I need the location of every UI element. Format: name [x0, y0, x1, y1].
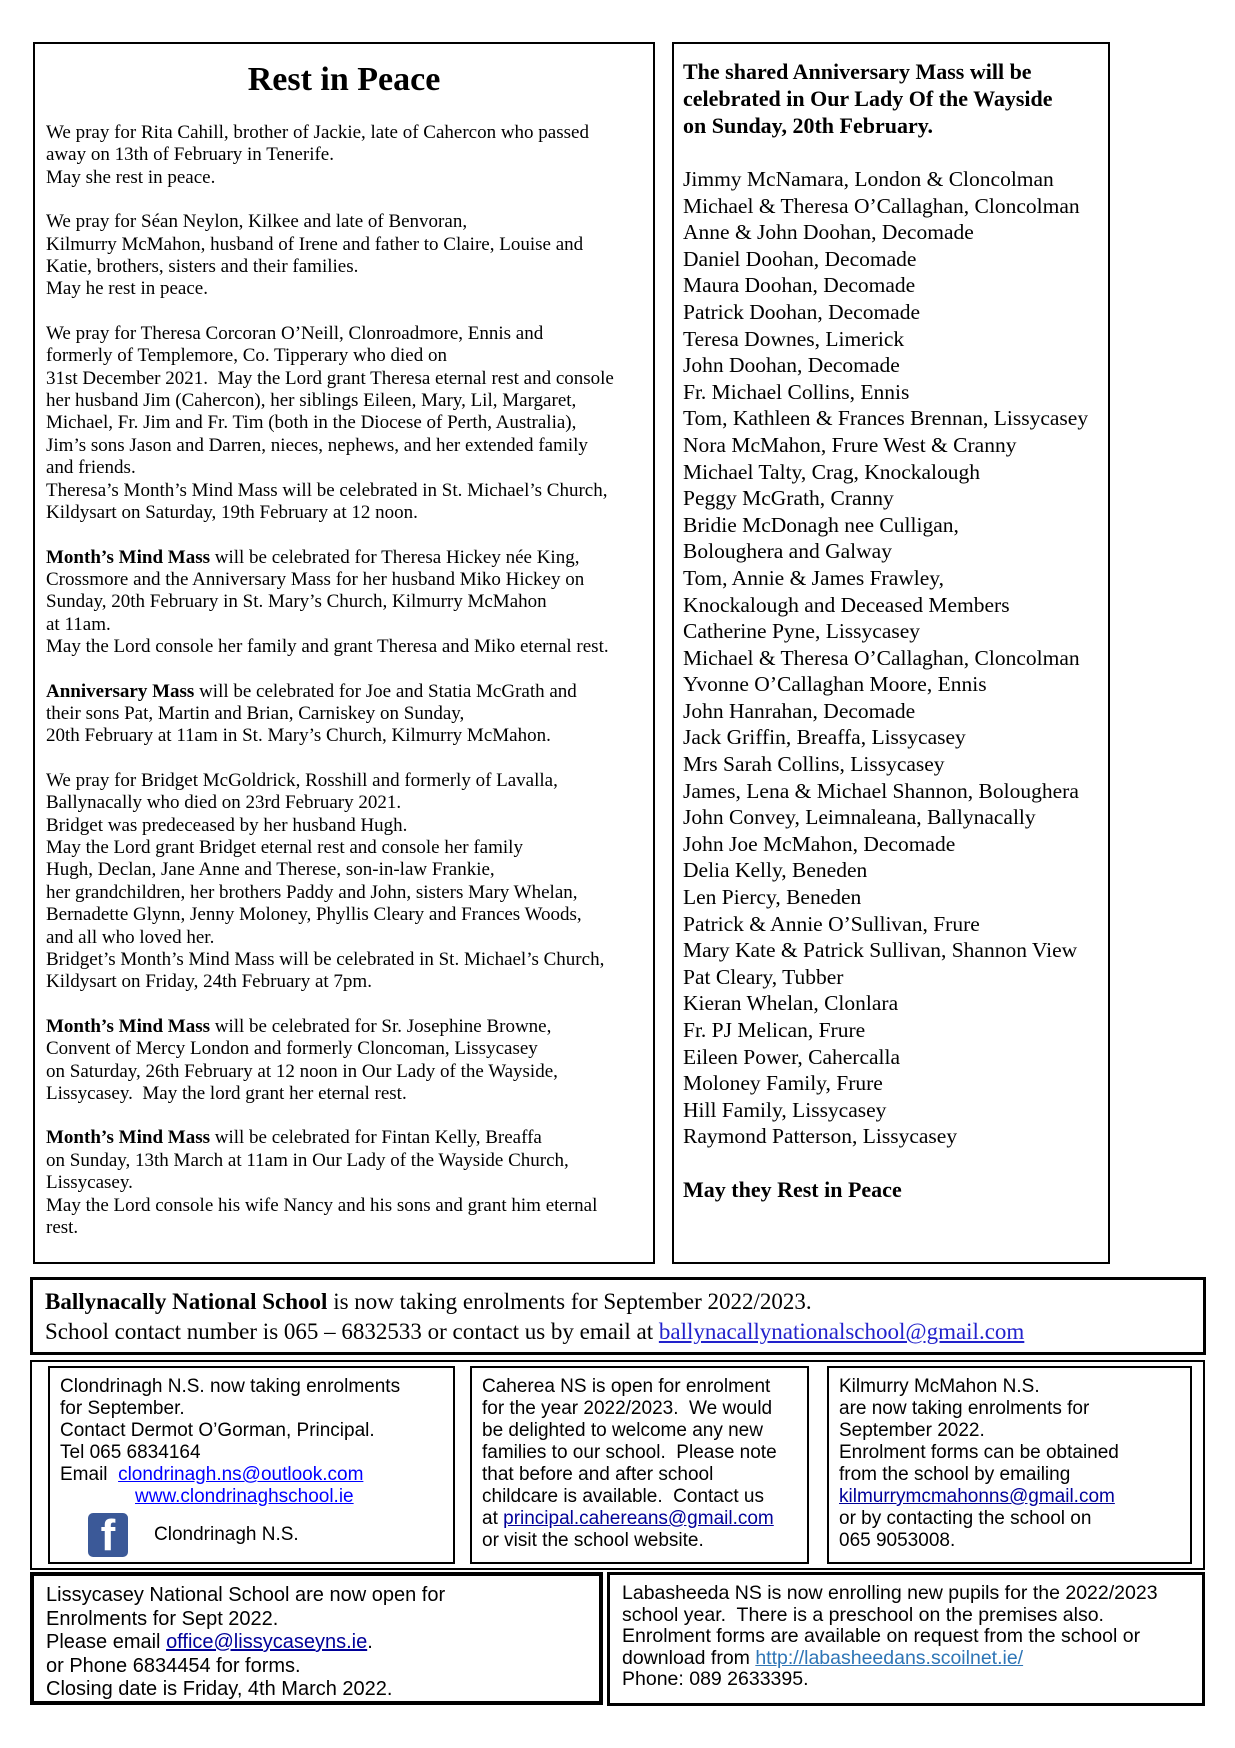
paragraph: Anniversary Mass will be celebrated for Joe and Statia McGrath and their sons Pat, Martin and Brian, Carniskey on Sunday, 20th February at 11am in St. Mary’s Church, Kilmurry McMahon.: [46, 680, 577, 747]
name-entry: Tom, Kathleen & Frances Brennan, Lissycasey: [683, 406, 1089, 431]
name-entry: Fr. Michael Collins, Ennis: [683, 379, 910, 404]
name-entry: Raymond Patterson, Lissycasey: [683, 1124, 958, 1149]
kilmurry-email-link[interactable]: kilmurrymcmahonns@gmail.com: [839, 1486, 1115, 1507]
schools-grid: [30, 1360, 1205, 1570]
shared-anniversary-heading: [683, 58, 1099, 139]
clondrinagh-email-link[interactable]: clondrinagh.ns@outlook.com: [118, 1464, 364, 1485]
name-entry: Boloughera and Galway: [683, 539, 892, 564]
lissycasey-text: [46, 1584, 587, 1702]
labasheeda-text: [622, 1583, 1190, 1691]
rest-in-peace-section: [33, 42, 655, 1264]
name-entry: Pat Cleary, Tubber: [683, 964, 844, 989]
name-entry: John Joe McMahon, Decomade: [683, 831, 956, 856]
name-entry: Peggy McGrath, Cranny: [683, 486, 894, 511]
shared-anniversary-mass-section: [672, 42, 1110, 1264]
paragraph: Caherea NS is open for enrolment for the year 2022/2023. We would be delighted to welcome any new families to our school. Please note that before and after school childcare is available. Contact us at principal.cahereans@gmail.com or visit the school website.: [482, 1376, 777, 1551]
paragraph: Ballynacally National School is now taking enrolments for September 2022/2023. School contact number is 065 – 6832533 or contact us by email at ballynacallynationalschool@gmail.com: [45, 1289, 1025, 1344]
name-entry: James, Lena & Michael Shannon, Boloughera: [683, 778, 1079, 803]
bold-lead: Month’s Mind Mass: [46, 1127, 210, 1149]
name-entry: Len Piercy, Beneden: [683, 885, 862, 910]
may-they-rest-in-peace-text: May they Rest in Peace: [683, 1176, 902, 1202]
name-entry: Eileen Power, Cahercalla: [683, 1044, 901, 1069]
name-entry: Kieran Whelan, Clonlara: [683, 991, 899, 1016]
name-entry: Hill Family, Lissycasey: [683, 1097, 887, 1122]
name-entry: Jimmy McNamara, London & Cloncolman: [683, 167, 1054, 191]
ballynacally-email-link[interactable]: ballynacallynationalschool@gmail.com: [658, 1319, 1025, 1344]
paragraph: Month’s Mind Mass will be celebrated for Sr. Josephine Browne, Convent of Mercy London and formerly Cloncoman, Lissycasey on Saturday, 26th February at 12 noon in Our Lady of the Wayside, Lissycasey. May the lord grant her eternal rest.: [46, 1015, 558, 1105]
name-entry: Anne & John Doohan, Decomade: [683, 220, 974, 245]
lissycasey-school-notice: [30, 1572, 603, 1705]
paragraph: Month’s Mind Mass will be celebrated for Fintan Kelly, Breaffa on Sunday, 13th March at 11am in Our Lady of the Wayside Church, Lissycasey. May the Lord console his wife Nancy and his sons and grant him eternal rest.: [46, 1127, 598, 1239]
name-entry: Michael Talty, Crag, Knockalough: [683, 459, 981, 484]
paragraph: Lissycasey National School are now open for Enrolments for Sept 2022. Please email office@lissycaseyns.ie. or Phone 6834454 for forms. Closing date is Friday, 4th March 2022.: [46, 1584, 446, 1700]
name-entry: John Convey, Leimnaleana, Ballynacally: [683, 805, 1036, 830]
name-entry: Maura Doohan, Decomade: [683, 273, 916, 298]
name-entry: Nora McMahon, Frure West & Cranny: [683, 432, 1017, 457]
caherea-email-link[interactable]: principal.cahereans@gmail.com: [503, 1508, 774, 1529]
name-entry: Mrs Sarah Collins, Lissycasey: [683, 752, 945, 777]
bold-lead: Month’s Mind Mass: [46, 1015, 210, 1037]
rest-in-peace-title: Rest in Peace: [247, 61, 441, 98]
clondrinagh-website-link[interactable]: www.clondrinaghschool.ie: [135, 1486, 354, 1507]
paragraph: We pray for Theresa Corcoran O’Neill, Clonroadmore, Ennis and formerly of Templemore, Co. Tipperary who died on 31st December 2021. May the Lord grant Theresa eternal rest and console her husband Jim (Cahercon), her siblings Eileen, Mary, Lil, Margaret, Michael, Fr. Jim and Fr. Tim (both in the Diocese of Perth, Australia), Jim’s sons Jason and Darren, nieces, nephews, and her extended family and friends. Theresa’s Month’s Mind Mass will be celebrated in St. Michael’s Church, Kildysart on Saturday, 19th February at 12 noon.: [46, 322, 614, 524]
name-entry: Catherine Pyne, Lissycasey: [683, 619, 921, 644]
bold-lead: Anniversary Mass: [46, 680, 195, 702]
clondrinagh-text: [60, 1376, 443, 1508]
name-entry: Michael & Theresa O’Callaghan, Cloncolman: [683, 645, 1080, 670]
paragraph: We pray for Bridget McGoldrick, Rosshill and formerly of Lavalla, Ballynacally who died on 23rd February 2021. Bridget was predeceased by her husband Hugh. May the Lord grant Bridget eternal rest and console her family Hugh, Declan, Jane Anne and Therese, son-in-law Frankie, her grandchildren, her brothers Paddy and John, sisters Mary Whelan, Bernadette Glynn, Jenny Moloney, Phyllis Cleary and Frances Woods, and all who loved her. Bridget’s Month’s Mind Mass will be celebrated in St. Michael’s Church, Kildysart on Friday, 24th February at 7pm.: [46, 769, 605, 993]
kilmurry-mcmahon-school-notice: [827, 1366, 1192, 1564]
name-entry: Knockalough and Deceased Members: [683, 592, 1010, 617]
name-entry: John Doohan, Decomade: [683, 353, 900, 378]
name-entry: John Hanrahan, Decomade: [683, 698, 916, 723]
lissycasey-email-link[interactable]: office@lissycaseyns.ie: [166, 1631, 368, 1653]
name-entry: Michael & Theresa O’Callaghan, Cloncolman: [683, 193, 1080, 218]
name-entry: Fr. PJ Melican, Frure: [683, 1018, 866, 1042]
ballynacally-school-notice: [30, 1277, 1206, 1355]
caherea-school-notice: [470, 1366, 809, 1564]
clondrinagh-school-notice: [48, 1366, 455, 1564]
paragraph: Labasheeda NS is now enrolling new pupils for the 2022/2023 school year. There is a preschool on the premises also. Enrolment forms are available on request from the school or download from http://labasheedans.scoilnet.ie/ Phone: 089 2633395.: [622, 1582, 1158, 1690]
paragraph: We pray for Séan Neylon, Kilkee and late of Benvoran, Kilmurry McMahon, husband of Irene and father to Claire, Louise and Katie, brothers, sisters and their families. May he rest in peace.: [46, 211, 584, 300]
name-entry: Tom, Annie & James Frawley,: [683, 565, 945, 590]
name-entry: Daniel Doohan, Decomade: [683, 246, 917, 271]
name-entry: Yvonne O’Callaghan Moore, Ennis: [683, 672, 987, 697]
paragraph: We pray for Rita Cahill, brother of Jackie, late of Cahercon who passed away on 13th of February in Tenerife. May she rest in peace.: [46, 122, 589, 188]
kilmurry-text: [839, 1376, 1180, 1552]
name-entry: Patrick & Annie O’Sullivan, Frure: [683, 911, 980, 936]
caherea-text: [482, 1376, 797, 1552]
name-entry: Mary Kate & Patrick Sullivan, Shannon View: [683, 938, 1078, 963]
name-entry: Teresa Downes, Limerick: [683, 326, 905, 351]
bold-lead: Month’s Mind Mass: [46, 546, 210, 568]
anniversary-names-list: [683, 166, 1099, 1150]
clondrinagh-facebook-label: Clondrinagh N.S.: [154, 1524, 299, 1545]
name-entry: Jack Griffin, Breaffa, Lissycasey: [683, 725, 966, 750]
name-entry: Bridie McDonagh nee Culligan,: [683, 512, 959, 537]
facebook-icon: f: [88, 1513, 128, 1557]
clondrinagh-facebook-row: [88, 1513, 443, 1557]
name-entry: Delia Kelly, Beneden: [683, 858, 868, 883]
paragraph: Kilmurry McMahon N.S. are now taking enrolments for September 2022. Enrolment forms can be obtained from the school by emailing kilmurrymcmahonns@gmail.com or by contacting the school on 065 9053008.: [839, 1376, 1119, 1551]
name-entry: Moloney Family, Frure: [683, 1071, 883, 1096]
labasheeda-school-notice: [607, 1572, 1205, 1706]
name-entry: Patrick Doohan, Decomade: [683, 299, 921, 324]
ballynacally-text: [45, 1287, 1191, 1347]
paragraph: Clondrinagh N.S. now taking enrolments for September. Contact Dermot O’Gorman, Principal. Tel 065 6834164 Email clondrinagh.ns@outlook.com www.clondrinaghschool.ie: [60, 1376, 401, 1507]
rest-in-peace-body: [46, 122, 642, 1239]
bold-lead: Ballynacally National School: [45, 1289, 328, 1314]
labasheeda-website-link[interactable]: http://labasheedans.scoilnet.ie/: [755, 1646, 1024, 1669]
paragraph: Month’s Mind Mass will be celebrated for Theresa Hickey née King, Crossmore and the Anniversary Mass for her husband Miko Hickey on Sunday, 20th February in St. Mary’s Church, Kilmurry McMahon at 11am. May the Lord console her family and grant Theresa and Miko eternal rest.: [46, 546, 609, 658]
paragraph: The shared Anniversary Mass will be celebrated in Our Lady Of the Wayside on Sunday, 20th February.: [683, 59, 1053, 138]
